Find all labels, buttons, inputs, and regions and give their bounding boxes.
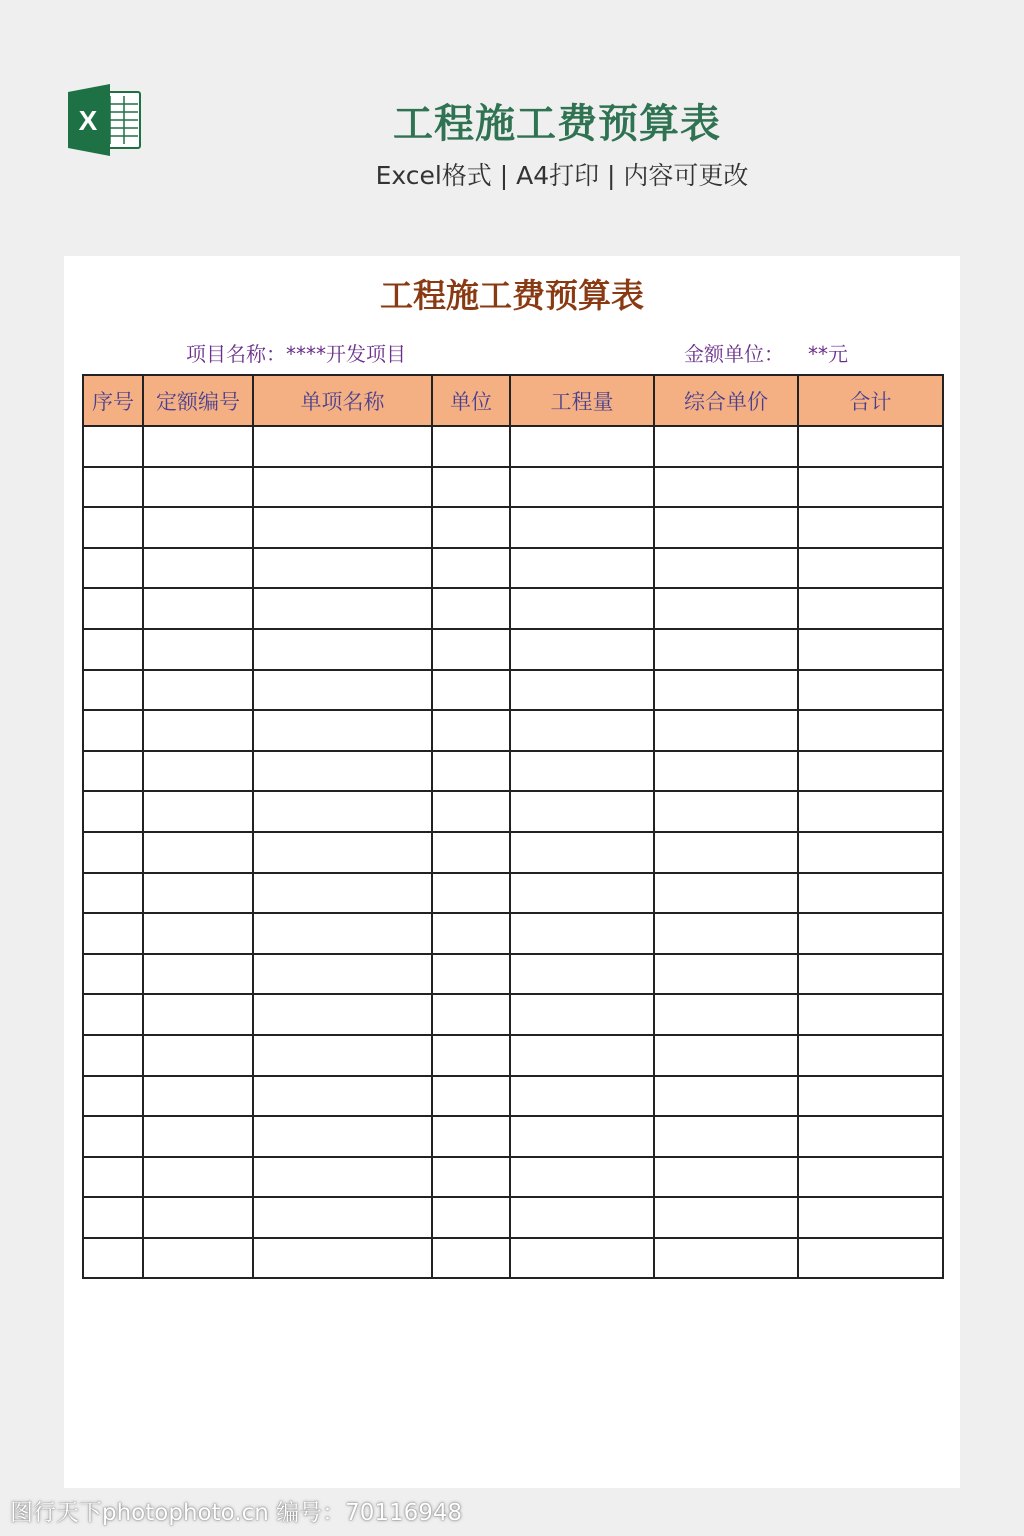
- column-header-index: 序号: [83, 375, 143, 426]
- table-cell[interactable]: [654, 548, 798, 589]
- table-cell[interactable]: [654, 791, 798, 832]
- table-row: [83, 1116, 943, 1157]
- table-cell[interactable]: [432, 426, 510, 467]
- table-cell[interactable]: [253, 1157, 432, 1198]
- table-cell[interactable]: [253, 751, 432, 792]
- table-cell[interactable]: [654, 426, 798, 467]
- table-cell[interactable]: [510, 710, 654, 751]
- table-cell[interactable]: [798, 873, 943, 914]
- table-cell[interactable]: [143, 426, 253, 467]
- table-cell[interactable]: [83, 1157, 143, 1198]
- table-cell[interactable]: [432, 507, 510, 548]
- column-header-item-name: 单项名称: [253, 375, 432, 426]
- table-cell[interactable]: [253, 588, 432, 629]
- table-row: [83, 994, 943, 1035]
- table-row: [83, 1076, 943, 1117]
- table-cell[interactable]: [83, 588, 143, 629]
- table-cell[interactable]: [83, 507, 143, 548]
- table-cell[interactable]: [798, 629, 943, 670]
- table-cell[interactable]: [143, 1076, 253, 1117]
- table-cell[interactable]: [654, 751, 798, 792]
- table-cell[interactable]: [654, 710, 798, 751]
- table-cell[interactable]: [253, 994, 432, 1035]
- table-cell[interactable]: [432, 1076, 510, 1117]
- column-header-quota-code: 定额编号: [143, 375, 253, 426]
- column-header-unit-price: 综合单价: [654, 375, 798, 426]
- table-cell[interactable]: [143, 751, 253, 792]
- table-cell[interactable]: [510, 507, 654, 548]
- table-cell[interactable]: [510, 791, 654, 832]
- table-row: [83, 548, 943, 589]
- table-cell[interactable]: [510, 751, 654, 792]
- table-cell[interactable]: [143, 791, 253, 832]
- table-cell[interactable]: [432, 1035, 510, 1076]
- table-row: [83, 1035, 943, 1076]
- project-name-value: ****开发项目: [286, 342, 406, 366]
- table-cell[interactable]: [510, 954, 654, 995]
- table-row: [83, 588, 943, 629]
- table-cell[interactable]: [253, 1076, 432, 1117]
- table-cell[interactable]: [510, 1035, 654, 1076]
- table-cell[interactable]: [654, 1238, 798, 1279]
- table-cell[interactable]: [432, 913, 510, 954]
- table-cell[interactable]: [253, 710, 432, 751]
- table-cell[interactable]: [798, 954, 943, 995]
- amount-unit-value: **元: [808, 342, 848, 366]
- table-cell[interactable]: [143, 1238, 253, 1279]
- table-cell[interactable]: [83, 1035, 143, 1076]
- table-cell[interactable]: [83, 1076, 143, 1117]
- table-row: [83, 507, 943, 548]
- table-cell[interactable]: [253, 548, 432, 589]
- table-cell[interactable]: [253, 791, 432, 832]
- table-cell[interactable]: [253, 1197, 432, 1238]
- table-cell[interactable]: [654, 873, 798, 914]
- table-cell[interactable]: [654, 588, 798, 629]
- table-cell[interactable]: [510, 1076, 654, 1117]
- table-cell[interactable]: [143, 954, 253, 995]
- table-cell[interactable]: [654, 1197, 798, 1238]
- table-cell[interactable]: [798, 1116, 943, 1157]
- table-cell[interactable]: [83, 873, 143, 914]
- table-cell[interactable]: [253, 954, 432, 995]
- table-row: [83, 1157, 943, 1198]
- table-cell[interactable]: [83, 994, 143, 1035]
- table-cell[interactable]: [432, 1157, 510, 1198]
- table-cell[interactable]: [253, 426, 432, 467]
- table-cell[interactable]: [253, 913, 432, 954]
- table-row: [83, 791, 943, 832]
- table-cell[interactable]: [432, 1197, 510, 1238]
- table-cell[interactable]: [510, 1238, 654, 1279]
- table-cell[interactable]: [654, 832, 798, 873]
- table-cell[interactable]: [253, 1035, 432, 1076]
- table-cell[interactable]: [432, 954, 510, 995]
- table-cell[interactable]: [432, 629, 510, 670]
- table-row: [83, 751, 943, 792]
- table-row: [83, 832, 943, 873]
- table-cell[interactable]: [798, 548, 943, 589]
- table-cell[interactable]: [143, 670, 253, 711]
- table-cell[interactable]: [798, 1076, 943, 1117]
- table-cell[interactable]: [143, 507, 253, 548]
- table-cell[interactable]: [798, 832, 943, 873]
- table-cell[interactable]: [253, 832, 432, 873]
- table-cell[interactable]: [432, 1116, 510, 1157]
- table-cell[interactable]: [510, 588, 654, 629]
- table-cell[interactable]: [432, 588, 510, 629]
- page-title: 工程施工费预算表: [393, 101, 721, 147]
- page-subtitle: Excel格式 | A4打印 | 内容可更改: [375, 161, 749, 190]
- table-cell[interactable]: [654, 1035, 798, 1076]
- table-cell[interactable]: [654, 994, 798, 1035]
- table-row: [83, 629, 943, 670]
- table-cell[interactable]: [143, 832, 253, 873]
- amount-unit-field: [684, 338, 848, 367]
- table-cell[interactable]: [83, 751, 143, 792]
- budget-table: [82, 374, 944, 1279]
- table-cell[interactable]: [432, 1238, 510, 1279]
- table-row: [83, 426, 943, 467]
- table-cell[interactable]: [432, 751, 510, 792]
- table-cell[interactable]: [654, 1116, 798, 1157]
- table-cell[interactable]: [510, 548, 654, 589]
- table-header-row: [83, 375, 943, 426]
- table-cell[interactable]: [798, 1035, 943, 1076]
- table-cell[interactable]: [83, 548, 143, 589]
- table-cell[interactable]: [798, 670, 943, 711]
- table-cell[interactable]: [83, 1197, 143, 1238]
- table-cell[interactable]: [432, 710, 510, 751]
- table-cell[interactable]: [253, 670, 432, 711]
- table-cell[interactable]: [510, 670, 654, 711]
- table-cell[interactable]: [253, 1116, 432, 1157]
- table-cell[interactable]: [432, 994, 510, 1035]
- table-cell[interactable]: [143, 1197, 253, 1238]
- table-cell[interactable]: [798, 913, 943, 954]
- table-cell[interactable]: [654, 629, 798, 670]
- table-cell[interactable]: [510, 629, 654, 670]
- table-cell[interactable]: [253, 507, 432, 548]
- table-cell[interactable]: [83, 1116, 143, 1157]
- table-cell[interactable]: [654, 1076, 798, 1117]
- table-cell[interactable]: [83, 913, 143, 954]
- table-row: [83, 670, 943, 711]
- table-cell[interactable]: [143, 710, 253, 751]
- table-cell[interactable]: [253, 629, 432, 670]
- table-row: [83, 467, 943, 508]
- table-cell[interactable]: [143, 629, 253, 670]
- table-cell[interactable]: [510, 873, 654, 914]
- project-name-field: [186, 338, 406, 367]
- table-row: [83, 1238, 943, 1279]
- table-cell[interactable]: [798, 507, 943, 548]
- table-cell[interactable]: [798, 426, 943, 467]
- table-cell[interactable]: [143, 994, 253, 1035]
- table-row: [83, 710, 943, 751]
- table-cell[interactable]: [432, 832, 510, 873]
- table-cell[interactable]: [798, 751, 943, 792]
- table-cell[interactable]: [83, 670, 143, 711]
- table-cell[interactable]: [83, 629, 143, 670]
- table-cell[interactable]: [432, 670, 510, 711]
- table-cell[interactable]: [654, 467, 798, 508]
- table-cell[interactable]: [432, 548, 510, 589]
- excel-logo-letter: X: [78, 105, 98, 136]
- table-cell[interactable]: [798, 1197, 943, 1238]
- table-cell[interactable]: [83, 426, 143, 467]
- table-cell[interactable]: [83, 1238, 143, 1279]
- table-cell[interactable]: [143, 873, 253, 914]
- table-row: [83, 913, 943, 954]
- table-cell[interactable]: [798, 1157, 943, 1198]
- table-cell[interactable]: [143, 1116, 253, 1157]
- table-cell[interactable]: [83, 791, 143, 832]
- column-header-quantity: 工程量: [510, 375, 654, 426]
- project-name-label: 项目名称：: [186, 342, 286, 366]
- watermark: 图行天下photophoto.cn 编号：70116948: [10, 1500, 463, 1526]
- table-cell[interactable]: [253, 467, 432, 508]
- table-cell[interactable]: [798, 588, 943, 629]
- table-cell[interactable]: [654, 670, 798, 711]
- table-cell[interactable]: [510, 467, 654, 508]
- table-cell[interactable]: [432, 467, 510, 508]
- table-cell[interactable]: [83, 954, 143, 995]
- table-cell[interactable]: [654, 1157, 798, 1198]
- table-cell[interactable]: [798, 1238, 943, 1279]
- table-cell[interactable]: [510, 994, 654, 1035]
- table-cell[interactable]: [143, 1035, 253, 1076]
- table-cell[interactable]: [510, 832, 654, 873]
- table-row: [83, 954, 943, 995]
- table-cell[interactable]: [253, 1238, 432, 1279]
- table-cell[interactable]: [510, 426, 654, 467]
- table-cell[interactable]: [432, 791, 510, 832]
- sheet-title: 工程施工费预算表: [380, 276, 644, 315]
- table-cell[interactable]: [510, 1116, 654, 1157]
- table-cell[interactable]: [143, 467, 253, 508]
- table-cell[interactable]: [798, 467, 943, 508]
- column-header-total: 合计: [798, 375, 943, 426]
- table-cell[interactable]: [143, 913, 253, 954]
- table-cell[interactable]: [83, 467, 143, 508]
- table-row: [83, 873, 943, 914]
- amount-unit-label: 金额单位：: [684, 342, 784, 366]
- table-cell[interactable]: [143, 588, 253, 629]
- table-cell[interactable]: [510, 1157, 654, 1198]
- table-cell[interactable]: [83, 710, 143, 751]
- table-cell[interactable]: [654, 954, 798, 995]
- table-cell[interactable]: [510, 1197, 654, 1238]
- table-cell[interactable]: [83, 832, 143, 873]
- table-cell[interactable]: [798, 791, 943, 832]
- table-cell[interactable]: [510, 913, 654, 954]
- table-cell[interactable]: [654, 507, 798, 548]
- table-cell[interactable]: [143, 1157, 253, 1198]
- table-cell[interactable]: [654, 913, 798, 954]
- table-cell[interactable]: [798, 994, 943, 1035]
- table-cell[interactable]: [143, 548, 253, 589]
- column-header-unit: 单位: [432, 375, 510, 426]
- table-body: [83, 426, 943, 1278]
- table-cell[interactable]: [432, 873, 510, 914]
- table-row: [83, 1197, 943, 1238]
- table-cell[interactable]: [798, 710, 943, 751]
- table-cell[interactable]: [253, 873, 432, 914]
